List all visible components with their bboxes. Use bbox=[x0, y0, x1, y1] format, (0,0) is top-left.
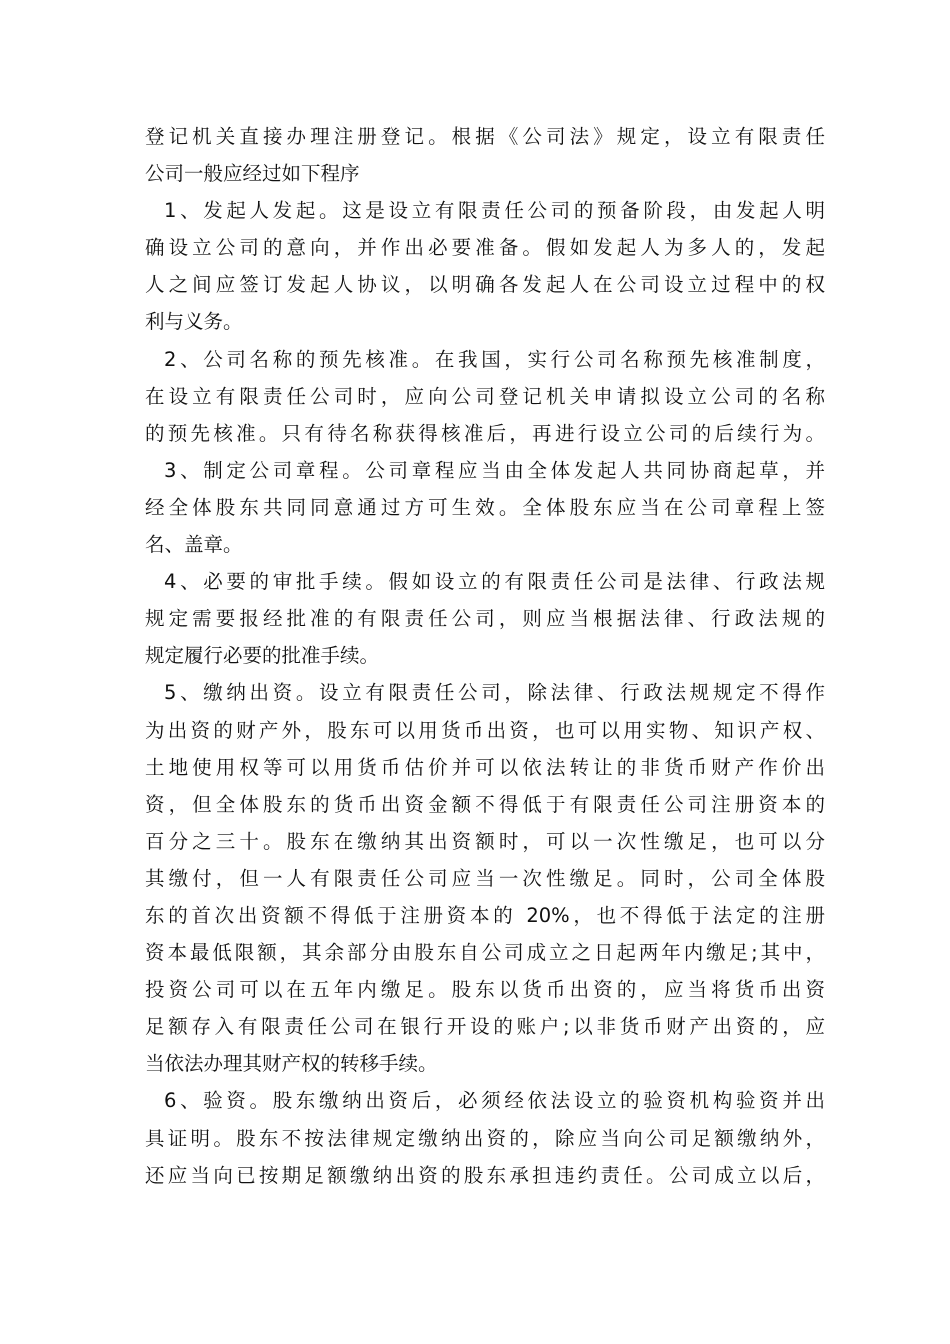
text-line: 的预先核准。只有待名称获得核准后，再进行设立公司的后续行为。 bbox=[145, 421, 825, 445]
text-line: 资本最低限额，其余部分由股东自公司成立之日起两年内缴足;其中， bbox=[145, 941, 825, 965]
text-line: 确设立公司的意向，并作出必要准备。假如发起人为多人的，发起 bbox=[145, 236, 825, 260]
text-line: 百分之三十。股东在缴纳其出资额时，可以一次性缴足，也可以分 bbox=[145, 829, 825, 853]
paragraph-4-start: 4、必要的审批手续。假如设立的有限责任公司是法律、行政法规 bbox=[164, 570, 825, 594]
text-line: 登记机关直接办理注册登记。根据《公司法》规定，设立有限责任 bbox=[145, 125, 825, 148]
text-line: 还应当向已按期足额缴纳出资的股东承担违约责任。公司成立以后， bbox=[145, 1163, 825, 1187]
paragraph-6-start: 6、验资。股东缴纳出资后，必须经依法设立的验资机构验资并出 bbox=[164, 1089, 825, 1113]
text-line: 经全体股东共同同意通过方可生效。全体股东应当在公司章程上签 bbox=[145, 495, 825, 519]
text-line: 其缴付，但一人有限责任公司应当一次性缴足。同时，公司全体股 bbox=[145, 866, 825, 890]
text-line: 投资公司可以在五年内缴足。股东以货币出资的，应当将货币出资 bbox=[145, 978, 825, 1002]
text-line: 为出资的财产外，股东可以用货币出资，也可以用实物、知识产权、 bbox=[145, 718, 825, 742]
paragraph-1-start: 1、发起人发起。这是设立有限责任公司的预备阶段，由发起人明 bbox=[164, 199, 825, 223]
paragraph-3-start: 3、制定公司章程。公司章程应当由全体发起人共同协商起草，并 bbox=[164, 458, 825, 482]
text-line: 人之间应签订发起人协议，以明确各发起人在公司设立过程中的权 bbox=[145, 273, 825, 297]
text-line: 土地使用权等可以用货币估价并可以依法转让的非货币财产作价出 bbox=[145, 755, 825, 779]
text-line: 规定履行必要的批准手续。 bbox=[145, 644, 380, 668]
document-body bbox=[145, 118, 825, 1194]
text-line: 在设立有限责任公司时，应向公司登记机关申请拟设立公司的名称 bbox=[145, 384, 825, 408]
text-line: 利与义务。 bbox=[145, 310, 243, 334]
text-line: 足额存入有限责任公司在银行开设的账户;以非货币财产出资的，应 bbox=[145, 1015, 825, 1039]
text-line: 东的首次出资额不得低于注册资本的 20%，也不得低于法定的注册 bbox=[145, 903, 825, 927]
paragraph-5-start: 5、缴纳出资。设立有限责任公司，除法律、行政法规规定不得作 bbox=[164, 681, 825, 705]
text-line: 名、盖章。 bbox=[145, 533, 243, 557]
text-line: 当依法办理其财产权的转移手续。 bbox=[145, 1052, 438, 1076]
paragraph-2-start: 2、公司名称的预先核准。在我国，实行公司名称预先核准制度， bbox=[164, 347, 825, 371]
text-line: 具证明。股东不按法律规定缴纳出资的，除应当向公司足额缴纳外， bbox=[145, 1126, 825, 1150]
text-line: 规定需要报经批准的有限责任公司，则应当根据法律、行政法规的 bbox=[145, 607, 825, 631]
text-line: 资，但全体股东的货币出资金额不得低于有限责任公司注册资本的 bbox=[145, 792, 825, 816]
text-line: 公司一般应经过如下程序 bbox=[145, 162, 360, 186]
